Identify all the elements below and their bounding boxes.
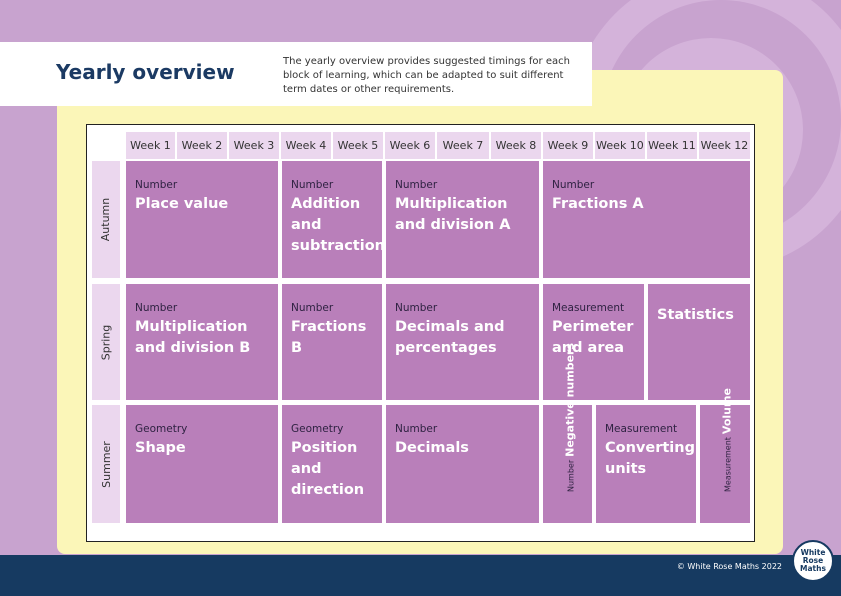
block-place-value: Number Place value — [126, 161, 278, 278]
block-multiplication-division-a: Number Multiplication and division A — [386, 161, 539, 278]
block-decimals: Number Decimals — [386, 405, 539, 523]
white-rose-maths-logo: White Rose Maths — [792, 540, 834, 582]
week-header: Week 2 — [177, 132, 227, 159]
week-header: Week 6 — [385, 132, 435, 159]
block-volume: MeasurementVolume — [700, 405, 750, 523]
block-addition-subtraction: Number Addition and subtraction — [282, 161, 382, 278]
week-header: Week 4 — [281, 132, 331, 159]
block-statistics: Statistics — [648, 284, 750, 400]
term-label-autumn: Autumn — [92, 161, 120, 278]
week-header: Week 3 — [229, 132, 279, 159]
week-header: Week 11 — [647, 132, 697, 159]
intro-text: The yearly overview provides suggested timings for each block of learning, which can be adapted to suit different term dates or other requirements. — [283, 56, 570, 95]
copyright-text: © White Rose Maths 2022 — [676, 562, 782, 571]
block-negative-numbers: NumberNegative numbers — [543, 405, 592, 523]
block-multiplication-division-b: Number Multiplication and division B — [126, 284, 278, 400]
week-header: Week 5 — [333, 132, 383, 159]
block-fractions-a: Number Fractions A — [543, 161, 750, 278]
week-header: Week 9 — [543, 132, 593, 159]
week-header: Week 12 — [699, 132, 750, 159]
term-label-summer: Summer — [92, 405, 120, 523]
block-shape: Geometry Shape — [126, 405, 278, 523]
term-label-spring: Spring — [92, 284, 120, 400]
week-header: Week 10 — [595, 132, 645, 159]
block-converting-units: Measurement Converting units — [596, 405, 696, 523]
block-position-direction: Geometry Position and direction — [282, 405, 382, 523]
block-fractions-b: Number Fractions B — [282, 284, 382, 400]
block-decimals-percentages: Number Decimals and percentages — [386, 284, 539, 400]
week-header: Week 8 — [491, 132, 541, 159]
block-perimeter-area: Measurement Perimeter and area — [543, 284, 644, 400]
week-header: Week 7 — [437, 132, 489, 159]
week-header: Week 1 — [126, 132, 175, 159]
page-title: Yearly overview — [56, 60, 235, 84]
